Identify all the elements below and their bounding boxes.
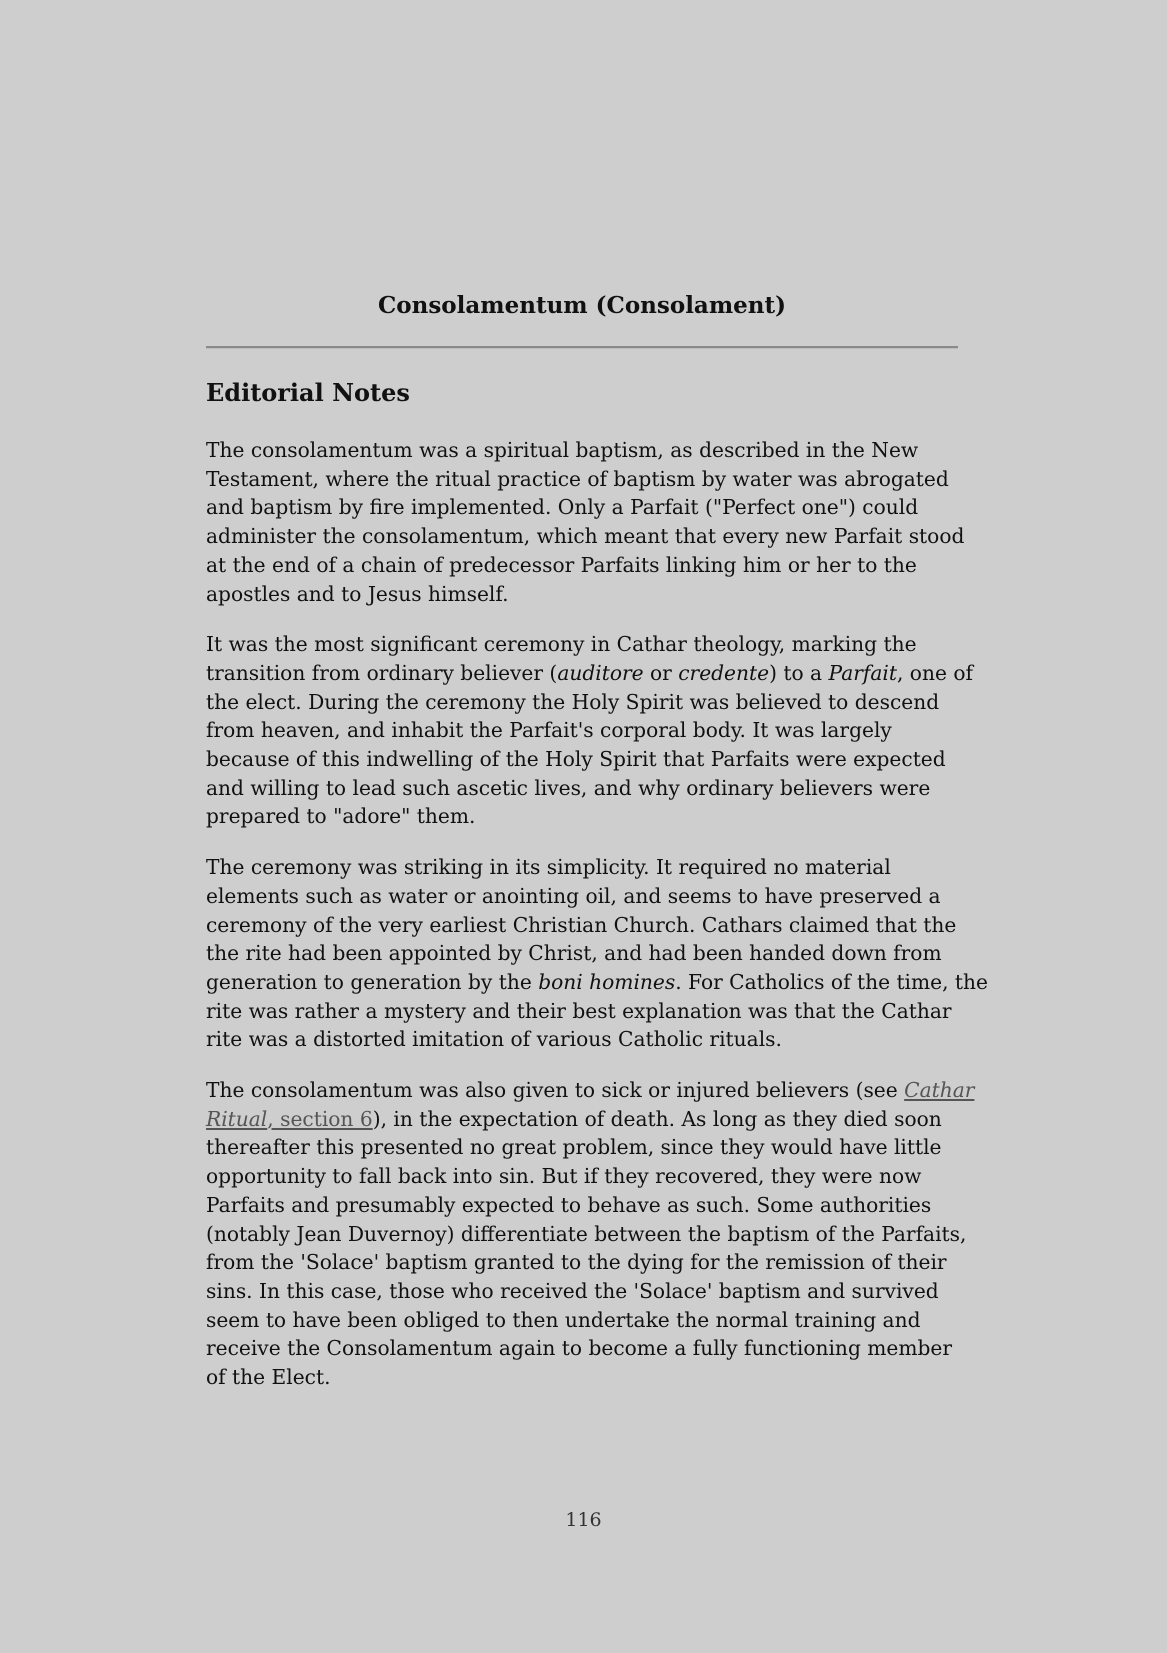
text-line: Testament, where the ritual practice of baptism by water was abrogated	[206, 466, 949, 491]
text-run: The consolamentum was also given to sick or injured believers (see	[206, 1078, 905, 1103]
text-line: The ceremony was striking in its simplicity. It required no material	[206, 855, 891, 880]
text-line: elements such as water or anointing oil, and seems to have preserved a	[206, 883, 941, 908]
body-text	[206, 436, 988, 1414]
section-heading: Editorial Notes	[206, 378, 410, 407]
text-line: prepared to "adore" them.	[206, 804, 476, 829]
text-line: and willing to lead such ascetic lives, and why ordinary believers were	[206, 775, 931, 800]
text-line: because of this indwelling of the Holy Spirit that Parfaits were expected	[206, 747, 946, 772]
text-line	[206, 968, 988, 997]
text-run: ), in the expectation of death. As long as they died soon	[372, 1106, 942, 1131]
text-line: sins. In this case, those who received the 'Solace' baptism and survived	[206, 1278, 939, 1303]
text-line: seem to have been obliged to then undertake the normal training and	[206, 1307, 921, 1332]
text-line: ceremony of the very earliest Christian Church. Cathars claimed that the	[206, 912, 957, 937]
italic-term-credente: credente	[678, 660, 770, 685]
cathar-ritual-link-part2[interactable]: Ritual	[206, 1106, 268, 1131]
text-line	[206, 1076, 975, 1105]
text-run: transition from ordinary believer (	[206, 660, 558, 685]
cathar-ritual-link-part1[interactable]: Cathar	[904, 1078, 975, 1103]
text-line: rite was rather a mystery and their best explanation was that the Cathar	[206, 998, 952, 1023]
text-line	[206, 659, 973, 688]
paragraph-4	[206, 1076, 975, 1392]
cathar-ritual-link-part3[interactable]: , section 6	[267, 1106, 373, 1131]
page-number: 116	[565, 1509, 602, 1531]
italic-term-auditore: auditore	[557, 660, 644, 685]
text-line: and baptism by fire implemented. Only a Parfait ("Perfect one") could	[206, 495, 919, 520]
title-divider	[206, 346, 958, 349]
text-run: ) to a	[769, 660, 829, 685]
paragraph-3	[206, 853, 988, 1054]
text-line: from the 'Solace' baptism granted to the dying for the remission of their	[206, 1250, 947, 1275]
text-line: from heaven, and inhabit the Parfait's corporal body. It was largely	[206, 718, 892, 743]
text-run: generation to generation by the	[206, 969, 539, 994]
text-run: . For Catholics of the time, the	[675, 969, 988, 994]
text-line: (notably Jean Duvernoy) differentiate between the baptism of the Parfaits,	[206, 1221, 967, 1246]
italic-term-boni-homines: boni homines	[538, 969, 676, 994]
text-line: administer the consolamentum, which meant that every new Parfait stood	[206, 524, 965, 549]
text-line: receive the Consolamentum again to become a fully functioning member	[206, 1336, 953, 1361]
text-line: the elect. During the ceremony the Holy Spirit was believed to descend	[206, 689, 940, 714]
text-line: Parfaits and presumably expected to behave as such. Some authorities	[206, 1192, 932, 1217]
italic-term-parfait: Parfait	[828, 660, 897, 685]
text-line: the rite had been appointed by Christ, and had been handed down from	[206, 941, 942, 966]
text-line: The consolamentum was a spiritual baptism, as described in the New	[206, 438, 919, 462]
text-line: rite was a distorted imitation of various Catholic rituals.	[206, 1027, 782, 1052]
text-line: apostles and to Jesus himself.	[206, 581, 509, 606]
text-line: thereafter this presented no great problem, since they would have little	[206, 1135, 942, 1160]
text-line: It was the most significant ceremony in Cathar theology, marking the	[206, 632, 917, 657]
page-title: Consolamentum (Consolament)	[377, 292, 787, 319]
paragraph-2	[206, 630, 973, 831]
text-line: opportunity to fall back into sin. But if they recovered, they were now	[206, 1164, 922, 1189]
text-line: of the Elect.	[206, 1365, 331, 1390]
text-line	[206, 1105, 960, 1134]
text-line: at the end of a chain of predecessor Parfaits linking him or her to the	[206, 552, 917, 577]
text-run: , one of	[896, 660, 973, 685]
text-run: or	[643, 660, 679, 685]
paragraph-1	[206, 436, 965, 608]
